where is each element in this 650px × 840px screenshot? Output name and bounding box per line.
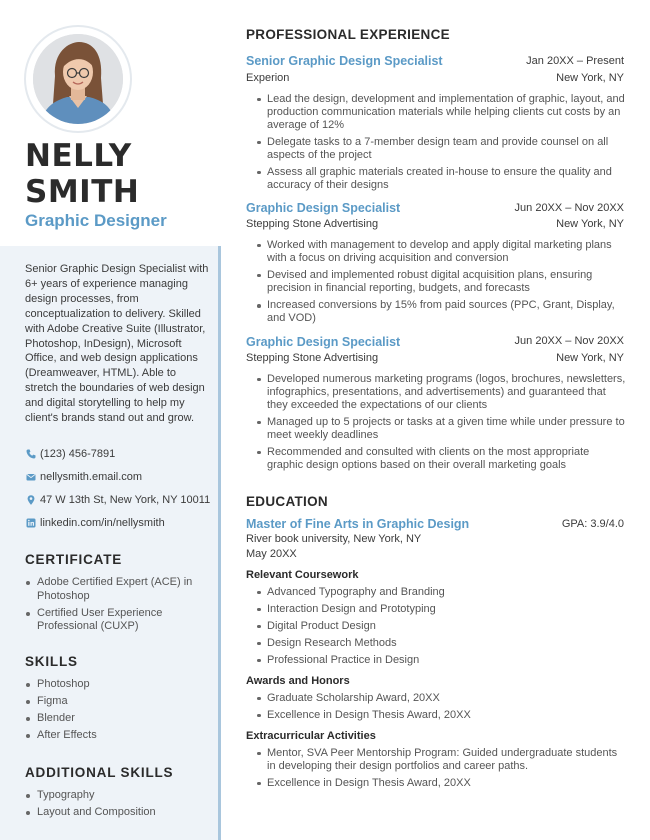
coursework-heading: Relevant Coursework: [246, 569, 359, 581]
job-1-bullets: [256, 93, 626, 197]
list-item: Advanced Typography and Branding: [256, 586, 626, 599]
list-item: Design Research Methods: [256, 637, 626, 650]
list-item: Excellence in Design Thesis Award, 20XX: [256, 709, 626, 722]
list-item: Professional Practice in Design: [256, 654, 626, 667]
certificate-heading: CERTIFICATE: [25, 552, 123, 567]
list-item: Increased conversions by 15% from paid sources (PPC, Grant, Display, and VOD): [256, 299, 626, 325]
list-item: Delegate tasks to a 7-member design team and provide counsel on all aspects of the project: [256, 136, 626, 162]
location-pin-icon: [25, 494, 37, 506]
phone-text: (123) 456-7891: [40, 448, 116, 460]
job-3-title: Graphic Design Specialist: [246, 335, 401, 349]
contact-phone: [25, 447, 215, 461]
job-3-company: Stepping Stone Advertising: [246, 352, 379, 364]
list-item: Graduate Scholarship Award, 20XX: [256, 692, 626, 705]
address-text: 47 W 13th St, New York, NY 10011: [40, 494, 211, 506]
profile-summary: Senior Graphic Design Specialist with 6+ years of experience managing design processes, from conceptualization to delivery. Skilled with Adobe Creative Suite (Illustrator, Photoshop, InDesign), Microsoft Office, and web design applications (Dreamweaver, HTML). Able to stretch the boundaries of web design and digital storytelling to help my client's brands stand out and grow.: [25, 263, 209, 425]
list-item: Developed numerous marketing programs (logos, brochures, newsletters, infographics, presentations, and advertisements) and guaranteed that they exceeded the expectations of our clients: [256, 373, 626, 412]
linkedin-text[interactable]: linkedin.com/in/nellysmith: [40, 517, 165, 529]
experience-heading: PROFESSIONAL EXPERIENCE: [246, 27, 450, 42]
list-item: After Effects: [25, 729, 210, 743]
additional-skills-list: [25, 789, 210, 823]
job-2-title: Graphic Design Specialist: [246, 201, 401, 215]
avatar: [24, 25, 132, 133]
list-item: Assess all graphic materials created in-house to ensure the quality and accuracy of their designs: [256, 166, 626, 192]
job-1-title: Senior Graphic Design Specialist: [246, 54, 443, 68]
school: River book university, New York, NY: [246, 533, 422, 545]
gpa: GPA: 3.9/4.0: [561, 518, 624, 530]
email-icon: [25, 471, 37, 483]
list-item: Devised and implemented robust digital acquisition plans, ensuring precision in financial reporting, budgets, and forecasts: [256, 269, 626, 295]
list-item: Blender: [25, 712, 210, 726]
email-text[interactable]: nellysmith.email.com: [40, 471, 143, 483]
list-item: Recommended and consulted with clients on the most appropriate graphic design options based on their overall marketing goals: [256, 446, 626, 472]
skills-heading: SKILLS: [25, 654, 78, 669]
job-2-company: Stepping Stone Advertising: [246, 218, 379, 230]
degree-title: Master of Fine Arts in Graphic Design: [246, 517, 470, 531]
list-item: Excellence in Design Thesis Award, 20XX: [256, 777, 626, 790]
last-name: SMITH: [25, 174, 140, 210]
job-title: Graphic Designer: [25, 211, 167, 230]
sidebar: [0, 0, 221, 840]
phone-icon: [25, 448, 37, 460]
job-3-bullets: [256, 373, 626, 477]
job-1-dates: Jan 20XX – Present: [526, 55, 624, 67]
skills-list: [25, 678, 210, 746]
extracurricular-heading: Extracurricular Activities: [246, 730, 376, 742]
list-item: Figma: [25, 695, 210, 709]
job-3-location: New York, NY: [556, 352, 624, 364]
contact-email: [25, 470, 215, 484]
additional-skills-heading: ADDITIONAL SKILLS: [25, 765, 174, 780]
job-2-dates: Jun 20XX – Nov 20XX: [514, 202, 624, 214]
certificate-list: [25, 576, 210, 637]
list-item: Managed up to 5 projects or tasks at a given time while under pressure to meet weekly deadlines: [256, 416, 626, 442]
graduation-date: May 20XX: [246, 548, 297, 560]
contact-linkedin: [25, 516, 215, 530]
first-name: NELLY: [25, 138, 132, 174]
job-1-location: New York, NY: [556, 72, 624, 84]
candidate-name: [25, 138, 139, 210]
list-item: Worked with management to develop and apply digital marketing plans with a focus on driving acquisition and conversion: [256, 239, 626, 265]
list-item: Layout and Composition: [25, 806, 210, 820]
list-item: Lead the design, development and implementation of graphic, layout, and production communication materials while helping clients cut costs by an average of 12%: [256, 93, 626, 132]
awards-heading: Awards and Honors: [246, 675, 350, 687]
list-item: Certified User Experience Professional (CUXP): [25, 607, 210, 634]
list-item: Photoshop: [25, 678, 210, 692]
coursework-list: [256, 586, 626, 671]
profile-photo: [33, 34, 123, 124]
awards-list: [256, 692, 626, 726]
job-3-dates: Jun 20XX – Nov 20XX: [514, 335, 624, 347]
list-item: Typography: [25, 789, 210, 803]
list-item: Interaction Design and Prototyping: [256, 603, 626, 616]
extracurricular-list: [256, 747, 626, 794]
job-2-bullets: [256, 239, 626, 330]
linkedin-icon: [25, 517, 37, 529]
list-item: Mentor, SVA Peer Mentorship Program: Guided undergraduate students in developing their design portfolios and career paths.: [256, 747, 626, 773]
contact-address: [25, 493, 215, 507]
job-1-company: Experion: [246, 72, 290, 84]
education-heading: EDUCATION: [246, 494, 328, 509]
list-item: Digital Product Design: [256, 620, 626, 633]
job-2-location: New York, NY: [556, 218, 624, 230]
list-item: Adobe Certified Expert (ACE) in Photoshop: [25, 576, 210, 603]
